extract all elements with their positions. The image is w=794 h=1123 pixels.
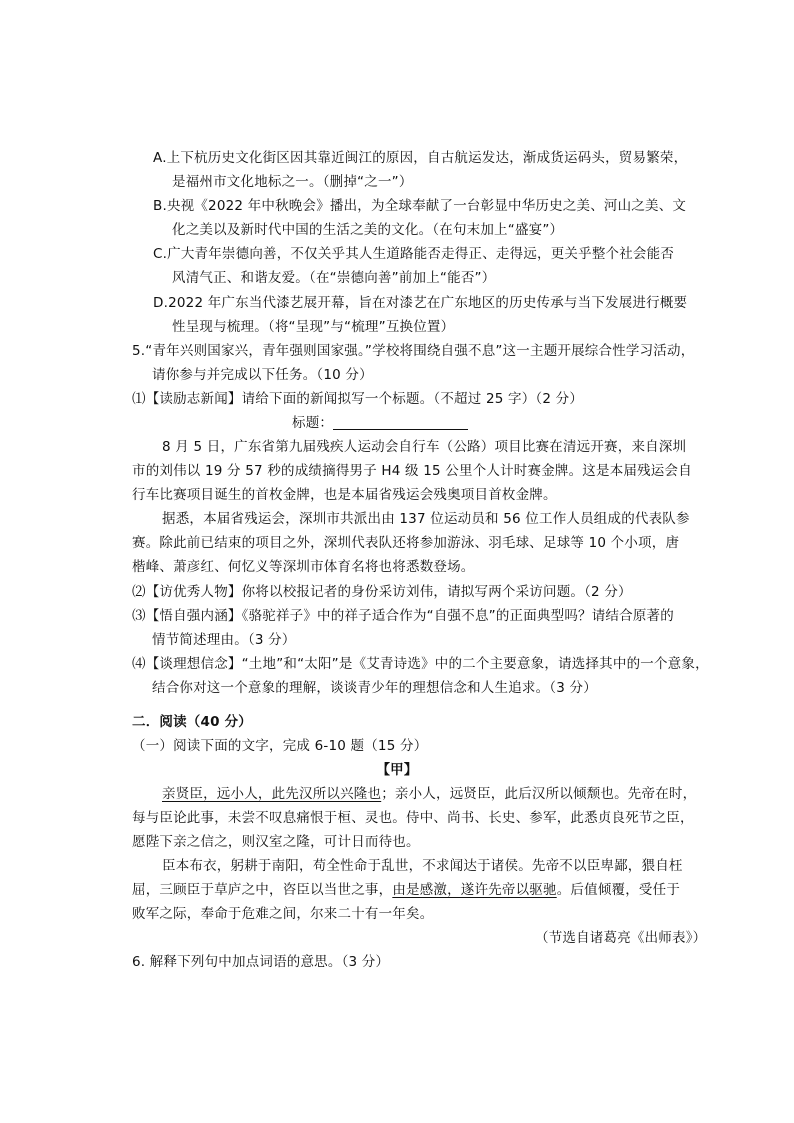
passage-para2-line1: 臣本布衣，躬耕于南阳，苟全性命于乱世，不求闻达于诸侯。先帝不以臣卑鄙，猥自枉	[162, 858, 683, 874]
passage-jia-label: 【甲】	[376, 762, 418, 778]
headline-label: 标题：	[292, 415, 334, 431]
option-d-line1: D.2022 年广东当代漆艺展开幕，旨在对漆艺在广东地区的历史传承与当下发展进行概要	[153, 295, 688, 311]
underlined-sentence-2: 由是感激，遂许先帝以驱驰	[392, 882, 557, 898]
headline-blank[interactable]	[333, 415, 468, 430]
option-c-line1: C.广大青年崇德向善，不仅关乎其人生道路能否走得正、走得远，更关乎整个社会能否	[153, 246, 675, 262]
reading-part1-instruction: （一）阅读下面的文字，完成 6-10 题（15 分）	[132, 738, 428, 754]
passage-source: （节选自诸葛亮《出师表》）	[535, 930, 707, 946]
option-b-line1: B.央视《2022 年中秋晚会》播出，为全球奉献了一台彰显中华历史之美、河山之美、文	[153, 198, 687, 214]
q5-task4-line2: 结合你对这一个意象的理解，谈谈青少年的理想信念和人生追求。（3 分）	[152, 680, 597, 696]
passage-para1-line3: 愿陛下亲之信之，则汉室之隆，可计日而待也。	[132, 834, 420, 850]
news-line4: 据悉，本届省残运会，深圳市共派出由 137 位运动员和 56 位工作人员组成的代表队参	[162, 511, 690, 527]
q5-task3-line1: ⑶【悟自强内涵】《骆驼祥子》中的祥子适合作为“自强不息”的正面典型吗？请结合原著的	[132, 608, 674, 624]
option-a-line1: A.上下杭历史文化街区因其靠近闽江的原因，自古航运发达，渐成货运码头，贸易繁荣，	[153, 150, 688, 166]
q5-task2: ⑵【访优秀人物】你将以校报记者的身份采访刘伟，请拟写两个采访问题。（2 分）	[132, 584, 632, 600]
passage-para2-line2-pre: 屈，三顾臣于草庐之中，咨臣以当世之事，	[132, 882, 393, 898]
option-c-line2: 风清气正、和谐友爱。（在“崇德向善”前加上“能否”）	[172, 270, 496, 286]
news-line3: 行车比赛项目诞生的首枚金牌，也是本届省残运会残奥项目首枚金牌。	[132, 487, 557, 503]
news-line1: 8 月 5 日，广东省第九届残疾人运动会自行车（公路）项目比赛在清远开赛，来自深圳	[162, 439, 687, 455]
passage-para2-line2	[132, 880, 680, 900]
option-a-line2: 是福州市文化地标之一。（删掉“之一”）	[172, 174, 413, 190]
news-line5: 赛。除此前已结束的项目之外，深圳代表队还将参加游泳、羽毛球、足球等 10 个小项，唐	[132, 535, 680, 551]
passage-para2-line3: 败军之际，奉命于危难之间，尔来二十有一年矣。	[132, 906, 434, 922]
passage-para1-line1	[162, 784, 696, 804]
passage-para2-line2-post: 。后值倾覆，受任于	[556, 882, 681, 898]
underlined-sentence-1: 亲贤臣，远小人，此先汉所以兴隆也	[162, 786, 382, 802]
q5-task4-line1: ⑷【谈理想信念】“土地”和“太阳”是《艾青诗选》中的二个主要意象，请选择其中的一个意象，	[132, 656, 709, 672]
news-line2: 市的刘伟以 19 分 57 秒的成绩摘得男子 H4 级 15 公里个人计时赛金牌。这是本届残运会自	[132, 463, 692, 479]
q5-task1: ⑴【读励志新闻】请给下面的新闻拟写一个标题。（不超过 25 字）（2 分）	[132, 391, 584, 407]
q5-stem-line1: 5.“青年兴则国家兴，青年强则国家强。”学校将围绕自强不息”这一主题开展综合性学习活动，	[132, 343, 695, 359]
passage-para1-line2: 每与臣论此事，未尝不叹息痛恨于桓、灵也。侍中、尚书、长史、参军，此悉贞良死节之臣，	[132, 810, 694, 826]
news-line6: 楷峰、萧彦红、何忆义等深圳市体育名将也将悉数登场。	[132, 559, 475, 575]
headline-answer-row	[292, 413, 468, 433]
q5-stem-line2: 请你参与并完成以下任务。（10 分）	[152, 367, 373, 383]
option-d-line2: 性呈现与梳理。（将“呈现”与“梳理”互换位置）	[172, 319, 455, 335]
section-heading-reading: 二．阅读（40 分）	[132, 714, 252, 730]
passage-para1-line1-rest: ；亲小人，远贤臣，此后汉所以倾颓也。先帝在时，	[381, 786, 697, 802]
option-b-line2: 化之美以及新时代中国的生活之美的文化。（在句末加上“盛宴”）	[172, 222, 564, 238]
question-6: 6. 解释下列句中加点词语的意思。（3 分）	[132, 954, 390, 970]
q5-task3-line2: 情节简述理由。（3 分）	[152, 632, 296, 648]
